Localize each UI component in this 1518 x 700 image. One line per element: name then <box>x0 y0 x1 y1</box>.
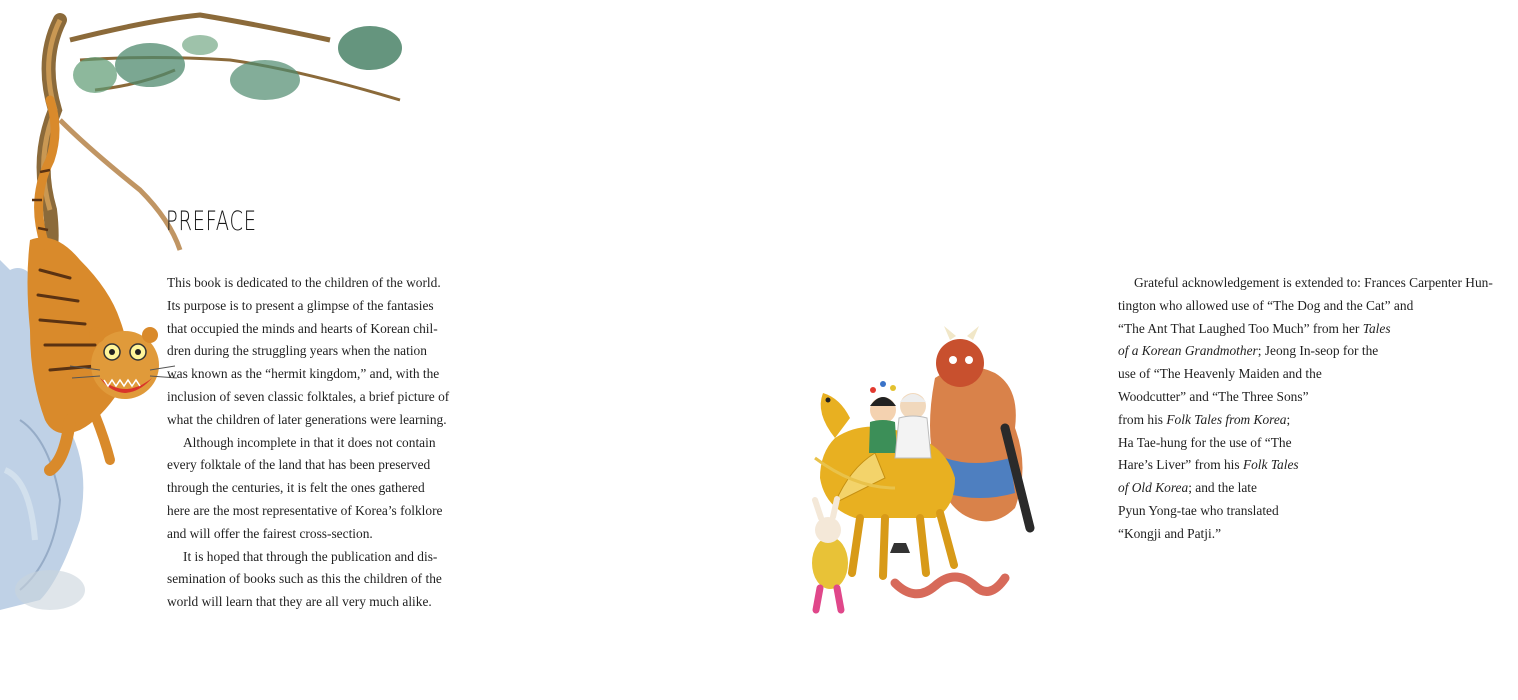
text-line: what the children of later generations were learning. <box>167 411 447 427</box>
book-title: of Old Korea <box>1118 480 1189 496</box>
text-line: every folktale of the land that has been preserved <box>167 457 431 473</box>
text-line: semination of books such as this the children of the <box>167 571 442 587</box>
folktale-characters-illustration <box>795 318 1035 618</box>
text-line: tington who allowed use of “The Dog and the Cat” and <box>1118 297 1414 313</box>
right-page <box>525 0 1493 700</box>
text-segment: ; and the late <box>1188 480 1257 496</box>
book-title: Folk Tales from Korea <box>1166 411 1287 427</box>
text-line <box>1118 409 1518 432</box>
text-line: Ha Tae-hung for the use of “The <box>1118 434 1292 450</box>
text-line: and will offer the fairest cross-section. <box>167 525 373 541</box>
text-line: It is hoped that through the publication and dis- <box>183 548 438 564</box>
acknowledgement-text <box>1118 272 1518 546</box>
text-line <box>1118 454 1518 477</box>
text-line: was known as the “hermit kingdom,” and, with the <box>167 366 440 382</box>
text-segment: “The Ant That Laughed Too Much” from her <box>1118 320 1363 336</box>
preface-paragraph-1 <box>167 272 467 432</box>
text-line: Grateful acknowledgement is extended to: Frances Carpenter Hun- <box>1134 275 1493 290</box>
pine-needles <box>115 43 185 87</box>
text-segment: from his <box>1118 411 1167 427</box>
preface-paragraph-2 <box>167 432 467 546</box>
book-title: Folk Tales <box>1242 457 1299 473</box>
text-line: world will learn that they are all very much alike. <box>167 594 432 610</box>
text-line: through the centuries, it is felt the ones gathered <box>167 480 425 496</box>
snake <box>895 577 1005 594</box>
book-title: Tales <box>1362 320 1391 336</box>
text-segment: ; Jeong In-seop for the <box>1257 343 1379 359</box>
text-segment: Hare’s Liver” from his <box>1118 457 1243 473</box>
text-line <box>1118 318 1518 341</box>
rabbit <box>812 537 848 589</box>
text-line: Its purpose is to present a glimpse of the fantasies <box>167 297 434 313</box>
text-segment: ; <box>1286 411 1291 427</box>
page-title: PREFACE <box>166 206 257 237</box>
text-line: Although incomplete in that it does not contain <box>183 434 436 450</box>
book-title: of a Korean Grandmother <box>1118 343 1258 359</box>
left-page <box>0 0 525 700</box>
text-line: that occupied the minds and hearts of Korean chil- <box>167 320 438 336</box>
text-line <box>1118 340 1518 363</box>
text-line: use of “The Heavenly Maiden and the <box>1118 366 1322 382</box>
preface-paragraph-3 <box>167 546 467 614</box>
text-line: dren during the struggling years when the nation <box>167 343 427 359</box>
text-line: “Kongji and Patji.” <box>1118 525 1222 541</box>
preface-text <box>167 272 467 614</box>
text-line: inclusion of seven classic folktales, a brief picture of <box>167 388 450 404</box>
text-line <box>1118 477 1518 500</box>
text-line: Woodcutter” and “The Three Sons” <box>1118 388 1309 404</box>
text-line: here are the most representative of Korea’s folklore <box>167 502 443 518</box>
text-line: Pyun Yong-tae who translated <box>1118 502 1279 518</box>
text-line: This book is dedicated to the children of the world. <box>167 275 441 290</box>
